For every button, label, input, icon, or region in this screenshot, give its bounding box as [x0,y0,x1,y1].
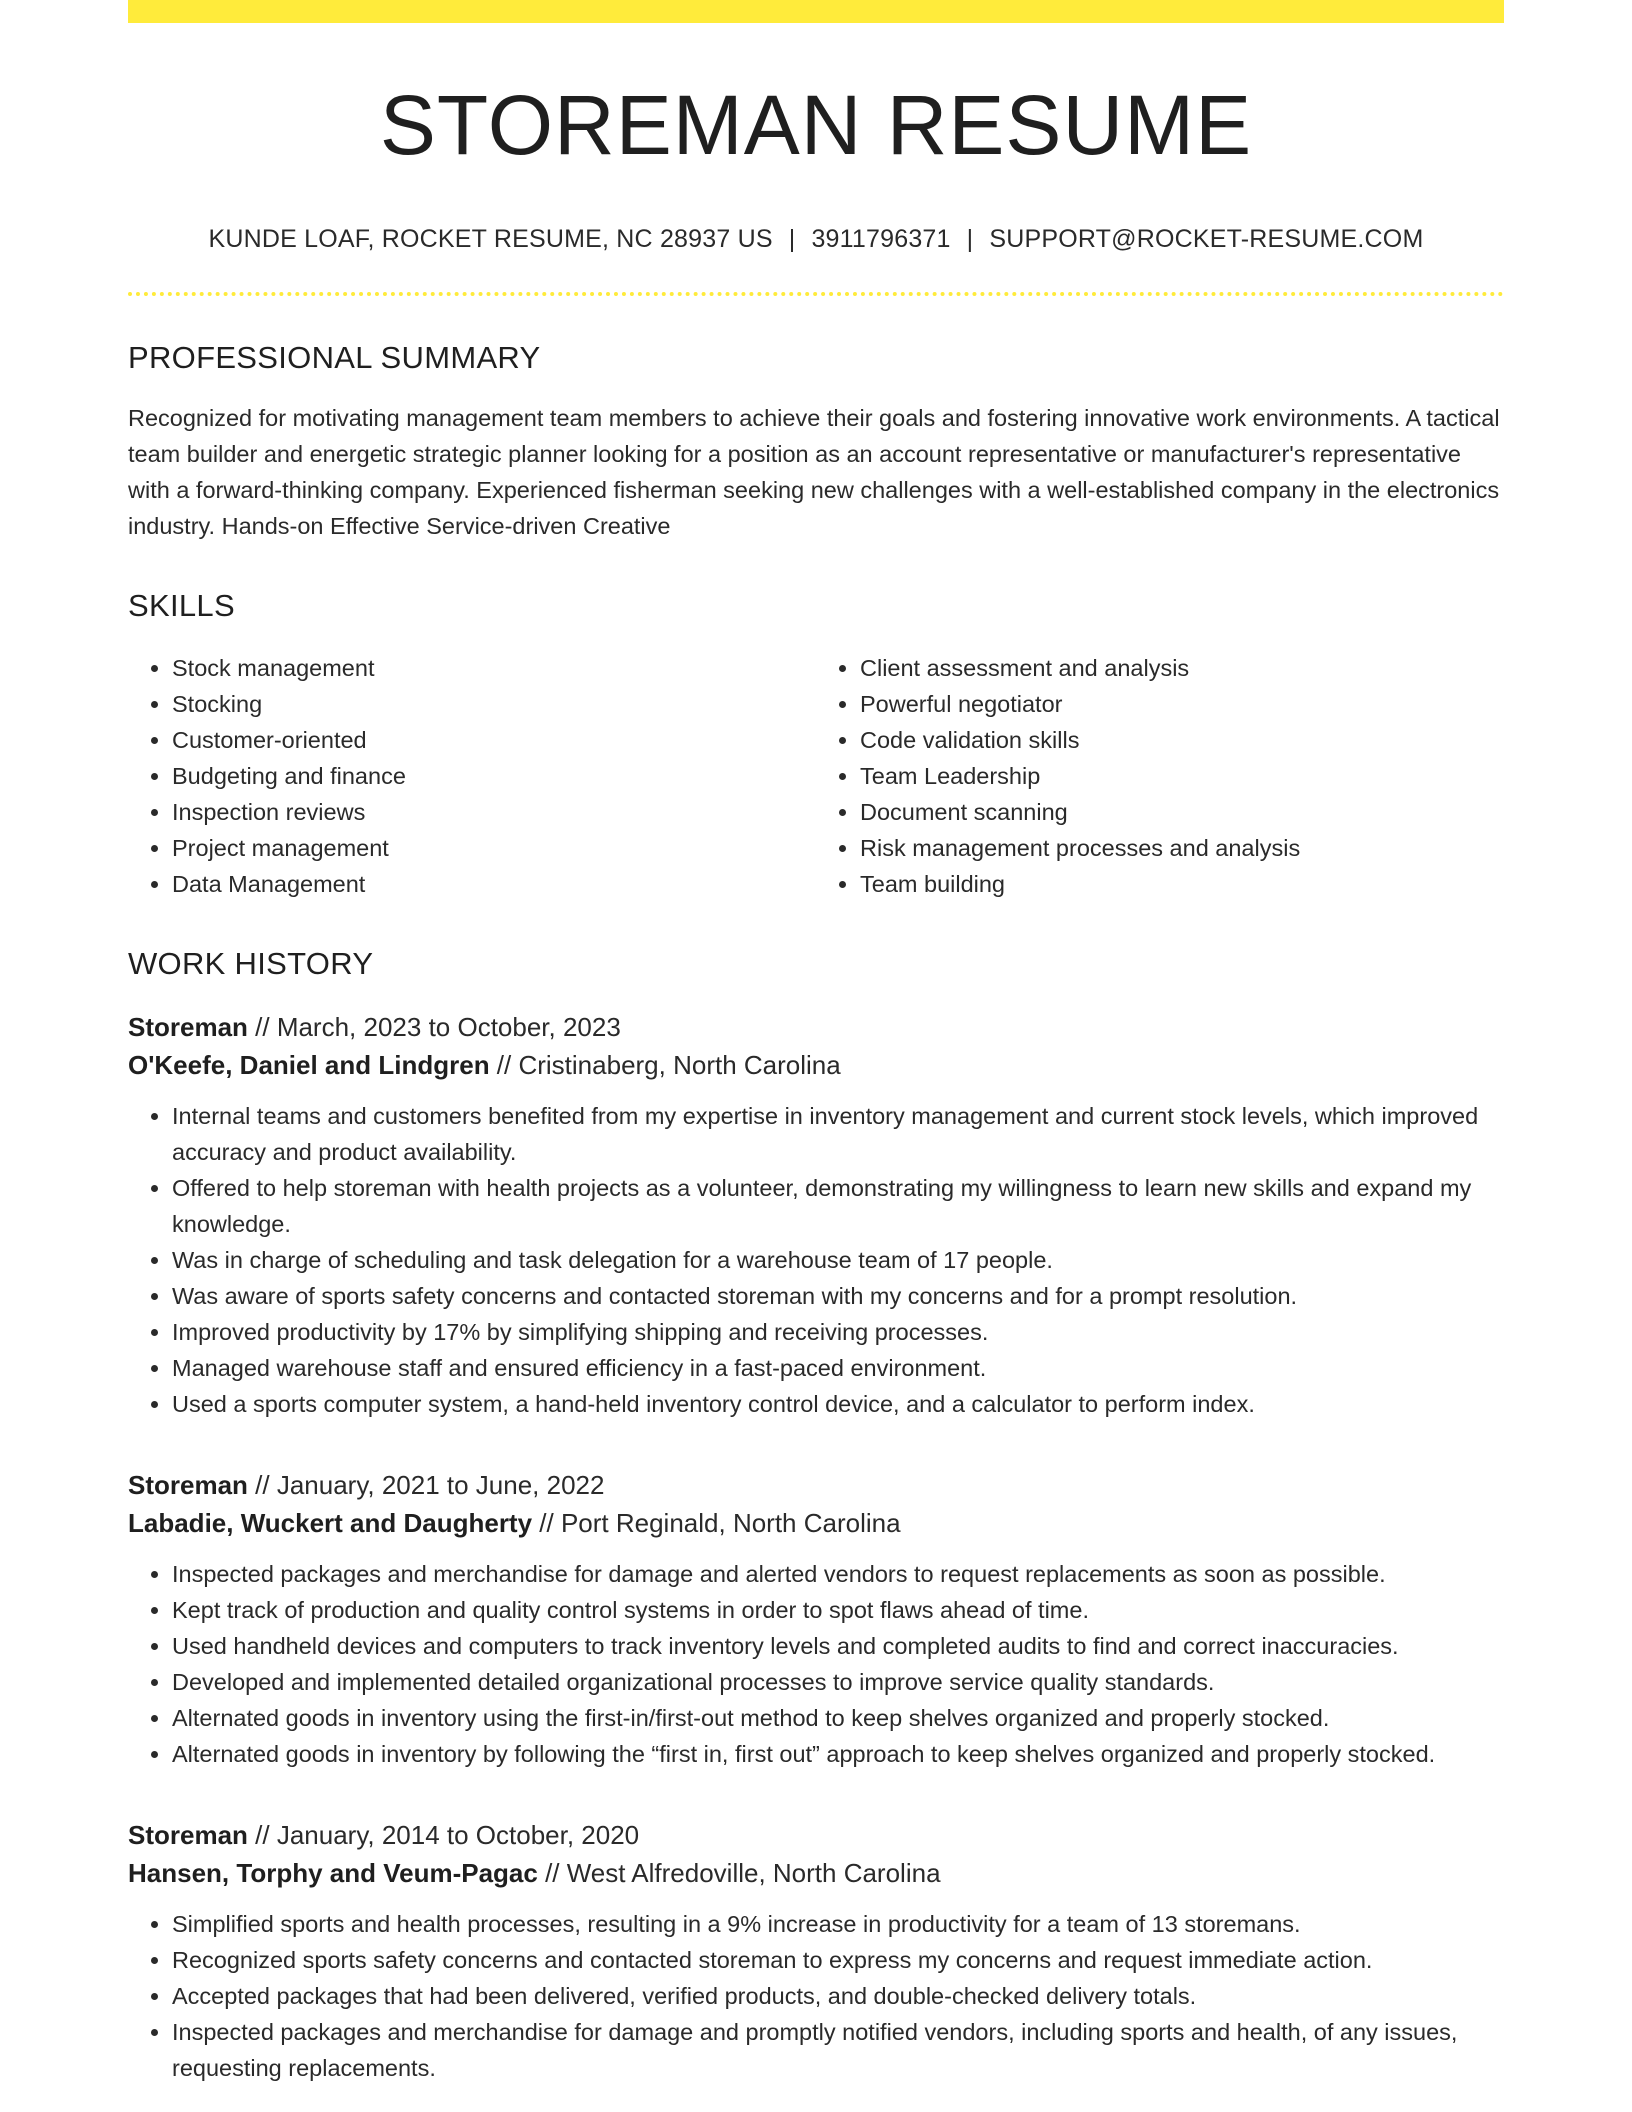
skill-item: • Client assessment and analysis [860,650,1504,686]
job-company-line [128,1854,1504,1892]
skill-item: • Team Leadership [860,758,1504,794]
job-title: Storeman [128,1470,248,1501]
job-bullet: • Managed warehouse staff and ensured efficiency in a fast-paced environment. [172,1350,1504,1386]
job-location: // Cristinaberg, North Carolina [489,1050,841,1081]
skill-item: • Customer-oriented [172,722,816,758]
job-bullets [128,1906,1504,2086]
job-bullet: • Improved productivity by 17% by simplifying shipping and receiving processes. [172,1314,1504,1350]
job-bullet: • Offered to help storeman with health projects as a volunteer, demonstrating my willingness to learn new skills and expand my knowledge. [172,1170,1504,1242]
job-bullet: • Inspected packages and merchandise for damage and alerted vendors to request replacements as soon as possible. [172,1556,1504,1592]
job-bullet: • Alternated goods in inventory by following the “first in, first out” approach to keep shelves organized and properly stocked. [172,1736,1504,1772]
summary-text: Recognized for motivating management team members to achieve their goals and fostering innovative work environments. A tactical team builder and energetic strategic planner looking for a position as an account representative or manufacturer's representative with a forward-thinking company. Experienced fisherman seeking new challenges with a well-established company in the electronics industry. Hands-on Effective Service-driven Creative [128,405,1500,540]
skills-column-left [128,650,816,902]
skill-item: • Data Management [172,866,816,902]
job-title-line [128,1816,1504,1854]
job-bullet: • Used handheld devices and computers to track inventory levels and completed audits to find and correct inaccuracies. [172,1628,1504,1664]
job-bullet: • Internal teams and customers benefited from my expertise in inventory management and current stock levels, which improved accuracy and product availability. [172,1098,1504,1170]
skill-item: • Team building [860,866,1504,902]
job-bullet: • Used a sports computer system, a hand-held inventory control device, and a calculator to perform index. [172,1386,1504,1422]
job-company: O'Keefe, Daniel and Lindgren [128,1050,490,1081]
skill-item: • Project management [172,830,816,866]
skills-column-right [816,650,1504,902]
resume-page [128,0,1504,2086]
job-dates: // January, 2021 to June, 2022 [247,1470,605,1501]
job-bullet: • Developed and implemented detailed organizational processes to improve service quality standards. [172,1664,1504,1700]
job-bullet: • Simplified sports and health processes, resulting in a 9% increase in productivity for a team of 13 storemans. [172,1906,1504,1942]
contact-line [128,225,1504,254]
job-bullet: • Was in charge of scheduling and task delegation for a warehouse team of 17 people. [172,1242,1504,1278]
job-bullet: • Recognized sports safety concerns and contacted storeman to express my concerns and request immediate action. [172,1942,1504,1978]
job-title-line [128,1466,1504,1504]
contact-separator: | [966,225,974,254]
contact-phone: 3911796371 [811,225,951,254]
skills-heading: SKILLS [128,588,235,624]
job-company: Labadie, Wuckert and Daugherty [128,1508,533,1539]
job-company: Hansen, Torphy and Veum-Pagac [128,1858,538,1889]
job-dates: // January, 2014 to October, 2020 [247,1820,640,1851]
job-company-line [128,1046,1504,1084]
job-bullet: • Was aware of sports safety concerns and contacted storeman with my concerns and for a prompt resolution. [172,1278,1504,1314]
skill-item: • Document scanning [860,794,1504,830]
job-bullet: • Inspected packages and merchandise for damage and promptly notified vendors, including sports and health, of any issues, requesting replacements. [172,2014,1504,2086]
work-history-heading: WORK HISTORY [128,946,374,982]
job-title-line [128,1008,1504,1046]
job-bullets [128,1556,1504,1772]
job-bullet: • Alternated goods in inventory using the first-in/first-out method to keep shelves organized and properly stocked. [172,1700,1504,1736]
job-bullet: • Kept track of production and quality control systems in order to spot flaws ahead of time. [172,1592,1504,1628]
job-dates: // March, 2023 to October, 2023 [247,1012,621,1043]
job-location: // West Alfredoville, North Carolina [537,1858,941,1889]
skill-item: • Budgeting and finance [172,758,816,794]
skill-item: • Stock management [172,650,816,686]
contact-email: SUPPORT@ROCKET-RESUME.COM [989,225,1424,254]
contact-separator: | [788,225,796,254]
skill-item: • Stocking [172,686,816,722]
job-bullets [128,1098,1504,1422]
contact-address: KUNDE LOAF, ROCKET RESUME, NC 28937 US [208,225,773,254]
job-location: // Port Reginald, North Carolina [532,1508,901,1539]
dotted-divider [128,292,1504,296]
job-title: Storeman [128,1012,248,1043]
skill-item: • Risk management processes and analysis [860,830,1504,866]
job-company-line [128,1504,1504,1542]
skills-list [128,650,1504,902]
job-entry [128,1466,1504,1772]
job-entry [128,1008,1504,1422]
job-entry [128,1816,1504,2086]
skill-item: • Inspection reviews [172,794,816,830]
job-bullet: • Accepted packages that had been delivered, verified products, and double-checked delivery totals. [172,1978,1504,2014]
skill-item: • Powerful negotiator [860,686,1504,722]
top-accent-bar [128,0,1504,23]
skill-item: • Code validation skills [860,722,1504,758]
job-title: Storeman [128,1820,248,1851]
resume-title: STOREMAN RESUME [379,78,1253,172]
summary-heading: PROFESSIONAL SUMMARY [128,340,541,376]
